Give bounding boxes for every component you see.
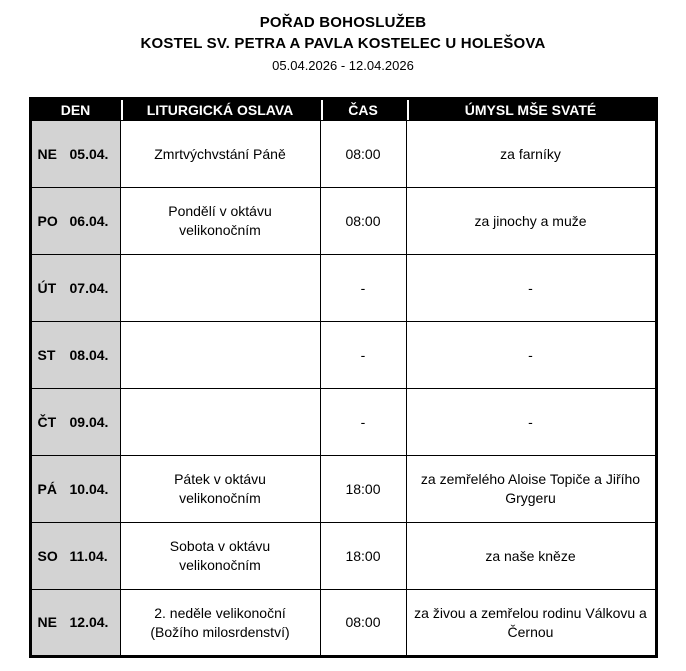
intention-cell: za zemřelého Aloise Topiče a Jiřího Grygeru xyxy=(406,456,656,523)
intention-cell: za živou a zemřelou rodinu Válkovu a Černou xyxy=(406,590,656,657)
day-cell xyxy=(30,389,120,456)
time-cell: 18:00 xyxy=(320,523,406,590)
celebration-cell xyxy=(120,389,320,456)
time-cell: 08:00 xyxy=(320,590,406,657)
day-cell xyxy=(30,255,120,322)
intention-cell: - xyxy=(406,389,656,456)
day-date: 08.04. xyxy=(69,346,109,363)
document-title: POŘAD BOHOSLUŽEB xyxy=(259,14,427,31)
day-abbrev: ST xyxy=(37,346,56,363)
day-abbrev: PÁ xyxy=(37,480,57,497)
celebration-cell xyxy=(120,322,320,389)
table-row xyxy=(30,322,656,389)
day-date: 05.04. xyxy=(69,145,109,162)
table-row xyxy=(30,590,656,657)
time-cell: - xyxy=(320,255,406,322)
celebration-cell: Sobota v oktávu velikonočním xyxy=(120,523,320,590)
intention-cell: - xyxy=(406,255,656,322)
day-cell xyxy=(30,456,120,523)
column-header-celebration: LITURGICKÁ OSLAVA xyxy=(120,99,320,121)
table-row xyxy=(30,456,656,523)
column-header-intention: ÚMYSL MŠE SVATÉ xyxy=(406,99,656,121)
day-abbrev: SO xyxy=(37,547,58,564)
intention-cell: za naše kněze xyxy=(406,523,656,590)
table-row xyxy=(30,523,656,590)
day-date: 07.04. xyxy=(69,279,109,296)
day-cell xyxy=(30,523,120,590)
table-row xyxy=(30,389,656,456)
day-abbrev: ČT xyxy=(37,413,57,430)
table-row xyxy=(30,121,656,188)
table-header-row xyxy=(30,99,656,121)
day-date: 10.04. xyxy=(69,480,109,497)
day-date: 09.04. xyxy=(69,413,109,430)
day-abbrev: PO xyxy=(37,212,58,229)
day-cell xyxy=(30,121,120,188)
day-cell xyxy=(30,590,120,657)
day-date: 06.04. xyxy=(69,212,109,229)
day-cell xyxy=(30,188,120,255)
intention-cell: - xyxy=(406,322,656,389)
celebration-cell: Pondělí v oktávu velikonočním xyxy=(120,188,320,255)
time-cell: 18:00 xyxy=(320,456,406,523)
document-header xyxy=(0,12,686,75)
column-header-time: ČAS xyxy=(320,99,406,121)
day-abbrev: NE xyxy=(37,145,57,162)
church-name: KOSTEL SV. PETRA A PAVLA KOSTELEC U HOLEŠOVA xyxy=(140,35,546,52)
celebration-cell xyxy=(120,255,320,322)
time-cell: - xyxy=(320,322,406,389)
celebration-cell: Zmrtvýchvstání Páně xyxy=(120,121,320,188)
table-row xyxy=(30,255,656,322)
day-abbrev: NE xyxy=(37,614,57,631)
table-row xyxy=(30,188,656,255)
column-header-day: DEN xyxy=(30,99,120,121)
schedule-table xyxy=(29,97,658,658)
celebration-cell: Pátek v oktávu velikonočním xyxy=(120,456,320,523)
intention-cell: za jinochy a muže xyxy=(406,188,656,255)
time-cell: 08:00 xyxy=(320,121,406,188)
intention-cell: za farníky xyxy=(406,121,656,188)
celebration-cell: 2. neděle velikonoční (Božího milosrdenství) xyxy=(120,590,320,657)
day-abbrev: ÚT xyxy=(37,279,57,296)
time-cell: 08:00 xyxy=(320,188,406,255)
day-date: 11.04. xyxy=(69,547,108,564)
date-range: 05.04.2026 - 12.04.2026 xyxy=(272,58,414,73)
day-cell xyxy=(30,322,120,389)
day-date: 12.04. xyxy=(69,614,109,631)
time-cell: - xyxy=(320,389,406,456)
